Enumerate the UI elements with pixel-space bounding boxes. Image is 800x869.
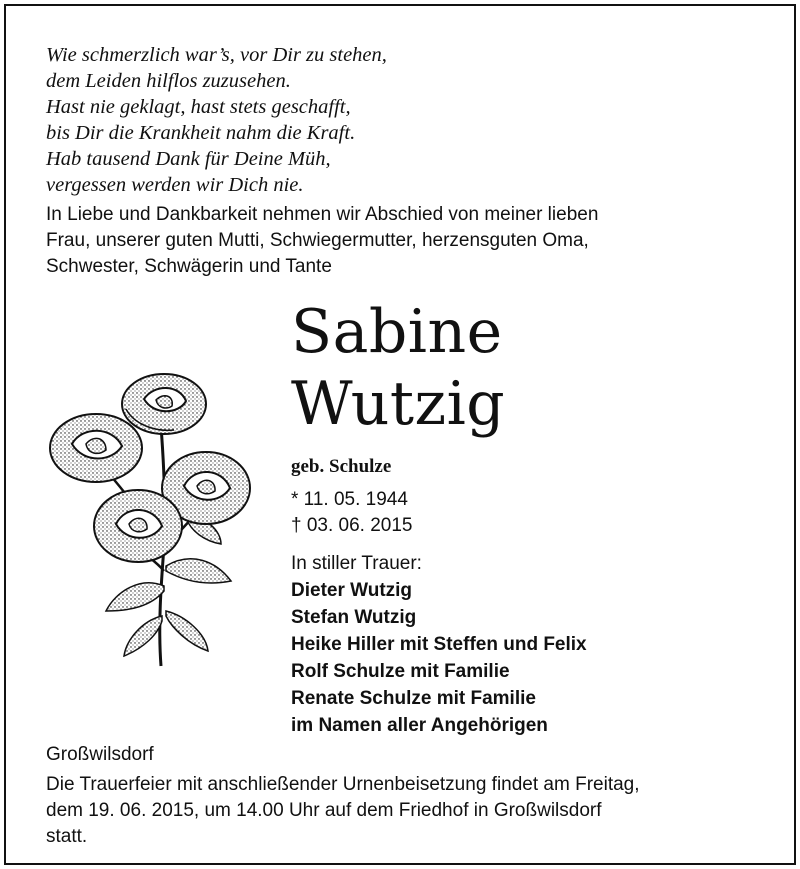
mourners-list [291,577,587,739]
first-name: Sabine [291,297,503,367]
funeral-line: Die Trauerfeier mit anschließender Urnenbeisetzung findet am Freitag, [46,774,640,795]
funeral-line: statt. [46,826,88,847]
place-name: Großwilsdorf [46,744,154,765]
last-name: Wutzig [291,369,506,439]
funeral-line: dem 19. 06. 2015, um 14.00 Uhr auf dem Friedhof in Großwilsdorf [46,800,602,821]
obituary-notice [4,4,796,865]
poem-line: Wie schmerzlich war’s, vor Dir zu stehen, [46,44,387,66]
mourner: Heike Hiller mit Steffen und Felix [291,634,587,655]
mourner: Stefan Wutzig [291,607,417,628]
birth-date: * 11. 05. 1944 [291,489,408,510]
farewell-line: In Liebe und Dankbarkeit nehmen wir Abschied von meiner lieben [46,204,599,225]
farewell-text [46,202,746,280]
poem-line: vergessen werden wir Dich nie. [46,174,304,196]
roses-illustration-icon [46,366,256,676]
mourner: Rolf Schulze mit Familie [291,661,510,682]
farewell-line: Frau, unserer guten Mutti, Schwiegermutter, herzensguten Oma, [46,230,589,251]
maiden-name: geb. Schulze [291,456,392,477]
funeral-info [46,772,766,850]
mourner: im Namen aller Angehörigen [291,715,548,736]
farewell-line: Schwester, Schwägerin und Tante [46,256,332,277]
poem-line: bis Dir die Krankheit nahm die Kraft. [46,122,356,144]
poem-line: Hast nie geklagt, hast stets geschafft, [46,96,351,118]
life-dates [291,487,413,539]
deceased-name [291,296,505,440]
death-date: † 03. 06. 2015 [291,515,413,536]
poem-line: dem Leiden hilflos zuzusehen. [46,70,291,92]
mourner: Dieter Wutzig [291,580,413,601]
mourner: Renate Schulze mit Familie [291,688,536,709]
mourning-label: In stiller Trauer: [291,553,422,574]
poem-line: Hab tausend Dank für Deine Müh, [46,148,331,170]
memorial-poem [46,42,566,198]
